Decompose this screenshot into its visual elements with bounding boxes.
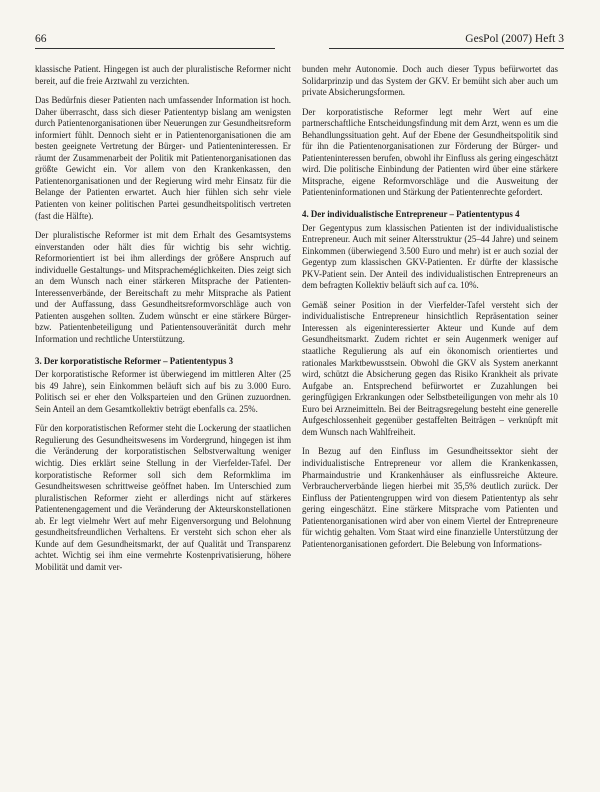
paragraph: Der korporatistische Reformer ist überwiegend im mittleren Alter (25 bis 49 Jahre), sein Einkommen beläuft sich auf bis zu 3.000 Euro. Politisch sei er eher den Volksparteien und den Grünen zuzuordnen. Sein Anteil an dem Gesamtkollektiv beträgt ebenfalls ca. 25%. (35, 369, 291, 414)
paragraph: Der pluralistische Reformer ist mit dem Erhalt des Gesamtsystems einverstanden oder hält dies für wichtig bis sehr wichtig. Reformorientiert ist bei ihm allerdings der größere Anspruch auf individuelle Gestaltungs- und Mitspracheméglichkeiten. Dies zeigt sich an dem Wunsch nach einer stärkeren Mitsprache der Patienten-Interessenverbände, der Bereitschaft zu mehr Mitsprache als Patient und der Auffassung, dass Gesundheitsreformvorschläge auch von Patienten ausgehen sollten. Zudem wünscht er eine stärkere Bürger- bzw. Patientenbeteiligung und Patientensouveränität durch mehr Information und rechtliche Unterstützung. (35, 230, 291, 345)
paragraph: In Bezug auf den Einfluss im Gesundheitssektor sieht der individualistische Entrepreneur vor allem die Krankenkassen, Pharmaindustrie und Krankenhäuser als einflussreiche Akteure. Verbraucherverbände liegen hierbei mit 35,5% deutlich zurück. Der Einfluss der Patientengruppen wird von diesem Patiententyp als sehr gering eingeschätzt. Eine stärkere Mitsprache vom Patienten und Patientenorganisationen wird aber von einem Viertel der Entrepreneure für wichtig gehalten. Vom Staat wird eine finanzielle Unterstützung der Patientenorganisationen gefordert. Die Belebung von Informations- (302, 446, 558, 549)
paragraph: klassische Patient. Hingegen ist auch der pluralistische Reformer nicht bereit, auf die freie Arztwahl zu verzichten. (35, 64, 291, 86)
paragraph: Der korporatistische Reformer legt mehr Wert auf eine partnerschaftliche Entscheidungsfindung mit dem Arzt, wenn es um die Behandlungssituation geht. Auf der Ebene der Gesundheitspolitik sind für ihn die Patientenorganisationen zur Förderung der Bürger- und Patienteninteressen berufen, obwohl ihr Einfluss als gering eingeschätzt wird. Die politische Einbindung der Patienten wird über eine stärkere Mitsprache, eigene Reformvorschläge und die Ausweitung der Patienteninformationen und Stärkung der Patientenrechte gefordert. (302, 106, 558, 198)
header-rule-right (329, 48, 564, 49)
right-column (302, 64, 558, 558)
page-number: 66 (35, 33, 47, 45)
paragraph: Gemäß seiner Position in der Vierfelder-Tafel versteht sich der individualistische Entrepreneur hinsichtlich Repräsentation seiner Interessen als eigeninteressierter Akteur und Kunde auf dem Gesundheitsmarkt. Zudem richtet er sein Augenmerk weniger auf staatliche Regulierung als auf ein ökonomisch orientiertes und rationales Marktbewusstsein. Obwohl die GKV als System anerkannt wird, schützt die Absicherung gegen das Risiko Krankheit als private Aufgabe an. Entsprechend befürwortet er Zuzahlungen bei geringfügigen Erkrankungen oder Selbstbeteiligungen von mehr als 10 Euro bei Arzneimitteln. Bei der Beitragsregelung besteht eine generelle Aufgeschlossenheit gegenüber gestaffelten Beiträgen – verknüpft mit dem Wunsch nach Wahlfreiheit. (302, 299, 558, 437)
paragraph: Das Bedürfnis dieser Patienten nach umfassender Information ist hoch. Daher überrascht, dass sich dieser Patiententyp bislang am wenigsten durch Patientenorganisationen über Neuerungen zur Gesundheitsreform informiert fühlt. Dennoch sieht er in Patientenorganisationen die am besten geeignete Vertretung der Bürger- und Patienteninteressen. Er räumt der Zusammenarbeit der Politik mit Patientenorganisationen das größte Gewicht ein. Vor allem von den Krankenkassen, den Patientenorganisationen und der Regierung wird mehr Einsatz für die Belange der Patienten erwartet. Auch hier fühlen sich sehr viele Patienten von keiner politischen Partei gesundheitspolitisch vertreten (fast die Hälfte). (35, 95, 291, 221)
journal-reference: GesPol (2007) Heft 3 (465, 33, 564, 45)
paragraph: Für den korporatistischen Reformer steht die Lockerung der staatlichen Regulierung des Gesundheitswesens im Vordergrund, hingegen ist ihm die Veränderung der korporatistischen Selbstverwaltung weniger wichtig. Dies erklärt seine Stellung in der Vierfelder-Tafel. Der korporatistische Reformer soll sich dem Reformklima im Gesundheitswesen schrittweise geöffnet haben. Im Unterschied zum pluralistischen Reformer zieht er allerdings nicht auf stärkeres Patientenengagement und die Veränderung der Akteurskonstellationen ab. Er legt vielmehr Wert auf mehr Eigenversorgung und Belohnung gesundheitsfreundlichen Verhaltens. Er versteht sich schon eher als Kunde auf dem Gesundheitsmarkt, der auf Qualität und Transparenz achtet. Wichtig sei ihm eine vermehrte Kostenprivatisierung, höhere Mobilität und damit ver- (35, 423, 291, 572)
paragraph: Der Gegentypus zum klassischen Patienten ist der individualistische Entrepreneur. Auch mit seiner Altersstruktur (25–44 Jahre) und seinem Einkommen (überwiegend 3.500 Euro und mehr) ist er auch sozial der Gegentyp zum klassischen GKV-Patienten. Er dürfte der klassische PKV-Patient sein. Der Anteil des individualistischen Entrepreneurs an dem befragten Kollektiv beläuft sich auf ca. 10%. (302, 222, 558, 291)
header-rule-left (35, 48, 275, 49)
page-header (35, 30, 564, 48)
left-column (35, 64, 291, 581)
section-heading: 4. Der individualistische Entrepreneur – Patiententypus 4 (302, 209, 520, 220)
section-heading: 3. Der korporatistische Reformer – Patiententypus 3 (35, 355, 234, 366)
paragraph: bunden mehr Autonomie. Doch auch dieser Typus befürwortet das Solidarprinzip und das System der GKV. Er bemüht sich aber auch um private Absicherungsformen. (302, 64, 558, 98)
